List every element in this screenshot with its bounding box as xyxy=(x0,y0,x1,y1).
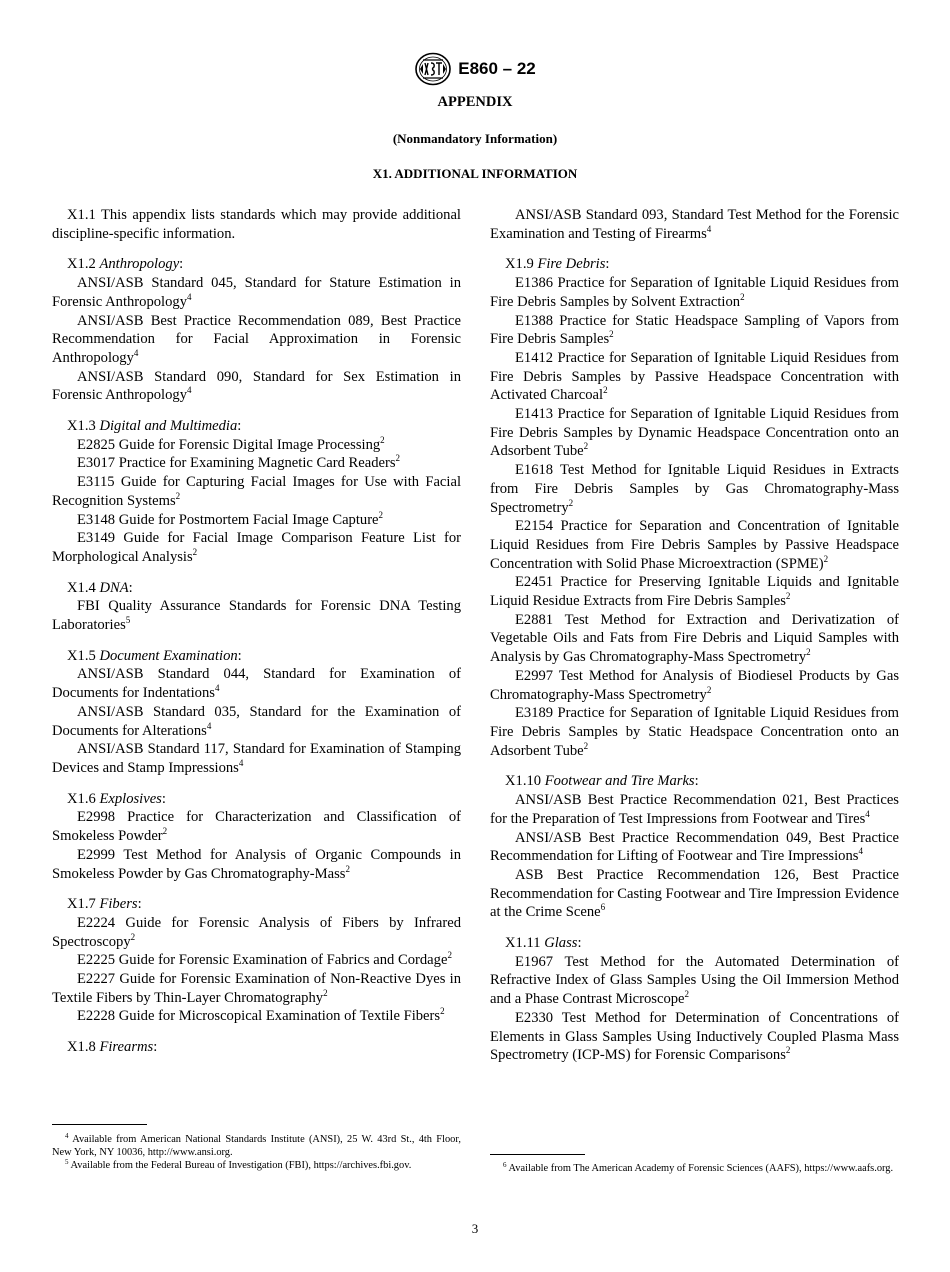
footnote-ref: 2 xyxy=(175,490,181,501)
standard-title: E1967 Test Method for the Automated Determination of Refractive Index of Glass Samples Using the Oil Immersion Method and a Phase Contrast Microscope xyxy=(490,953,899,1008)
intro-paragraph: X1.1 This appendix lists standards which may provide additional discipline-specific information. xyxy=(52,207,461,242)
page-header xyxy=(0,52,950,91)
right-column xyxy=(490,206,899,1077)
section-number: X1.6 xyxy=(67,790,96,807)
section-topic: Glass xyxy=(544,935,578,952)
standard-entry xyxy=(52,529,461,566)
section-topic: Anthropology xyxy=(99,256,180,273)
section-topic: Document Examination xyxy=(99,647,238,664)
section-number: X1.10 xyxy=(505,773,542,790)
standard-entry xyxy=(52,665,461,702)
section-number: X1.2 xyxy=(67,256,96,273)
section-topic: Firearms xyxy=(99,1039,154,1056)
footnote-ref: 2 xyxy=(785,1045,791,1056)
standard-title: E2154 Practice for Separation and Concentration of Ignitable Liquid Residues from Fire Debris Samples by Passive Headspace Concentration with Solid Phase Microextraction (SPME) xyxy=(490,518,899,572)
section-title: X1. ADDITIONAL INFORMATION xyxy=(372,166,578,181)
standard-entry xyxy=(52,740,461,777)
standard-entry xyxy=(52,1007,461,1026)
standard-title: E3189 Practice for Separation of Ignitable Liquid Residues from Fire Debris Samples by Static Headspace Concentration onto an Adsorbent Tube xyxy=(490,705,899,759)
standard-title: ANSI/ASB Standard 044, Standard for Examination of Documents for Indentations xyxy=(52,666,461,702)
standard-entry xyxy=(490,704,899,760)
footnote-ref: 2 xyxy=(395,453,401,464)
footnote-ref: 2 xyxy=(583,441,589,452)
standard-entry xyxy=(52,274,461,311)
standard-entry xyxy=(490,829,899,866)
footnote-ref: 4 xyxy=(133,347,139,358)
section-number: X1.8 xyxy=(67,1039,96,1056)
appendix-section xyxy=(52,255,461,405)
standard-title: ASB Best Practice Recommendation 126, Best Practice Recommendation for Casting Footwear and Tire Impression Evidence at the Crime Scene xyxy=(490,866,899,921)
standard-entry xyxy=(52,703,461,740)
footnote-text: Available from the Federal Bureau of Investigation (FBI), https://archives.fbi.gov. xyxy=(70,1160,412,1172)
standard-title: E2330 Test Method for Determination of Concentrations of Elements in Glass Samples Using Inductively Coupled Plasma Mass Spectrometry (ICP-MS) for Forensic Comparisons xyxy=(490,1009,899,1064)
section-heading: X1.5 Document Examination: xyxy=(67,647,242,664)
standard-title: E1386 Practice for Separation of Ignitable Liquid Residues from Fire Debris Samples by Solvent Extraction xyxy=(490,275,899,310)
standard-entry xyxy=(52,368,461,405)
footnote-ref: 2 xyxy=(192,546,198,557)
standard-entry xyxy=(490,461,899,517)
appendix-section xyxy=(490,255,899,760)
standard-title: E2228 Guide for Microscopical Examination of Textile Fibers xyxy=(77,1008,441,1025)
section-number: X1.9 xyxy=(505,256,534,273)
footnote-ref: 2 xyxy=(162,826,168,837)
standard-title: E3148 Guide for Postmortem Facial Image Capture xyxy=(77,511,379,528)
standard-title: E1413 Practice for Separation of Ignitable Liquid Residues from Fire Debris Samples by Dynamic Headspace Concentration onto an Adsorbent Tube xyxy=(490,406,899,460)
standard-title: ANSI/ASB Standard 035, Standard for the Examination of Documents for Alterations xyxy=(52,703,461,739)
standard-title: E2227 Guide for Forensic Examination of Non-Reactive Dyes in Textile Fibers by Thin-Layer Chromatography xyxy=(52,971,461,1006)
footnote-ref: 4 xyxy=(238,757,244,768)
standard-title: E1388 Practice for Static Headspace Sampling of Vapors from Fire Debris Samples xyxy=(490,312,899,348)
section-topic: Fire Debris xyxy=(537,256,606,273)
standard-title: E3115 Guide for Capturing Facial Images for Use with Facial Recognition Systems xyxy=(52,474,461,509)
footnote-number: 4 xyxy=(65,1132,69,1140)
standard-title: E2997 Test Method for Analysis of Biodiesel Products by Gas Chromatography-Mass Spectrometry xyxy=(490,667,899,703)
section-topic: Fibers xyxy=(99,896,138,913)
footnote-ref: 2 xyxy=(447,950,452,961)
footnote xyxy=(52,1133,461,1159)
footnote xyxy=(490,1162,899,1175)
standard-entry xyxy=(490,611,899,667)
standard-entry xyxy=(490,206,899,243)
standard-entry xyxy=(490,405,899,461)
right-section-list xyxy=(490,206,899,1065)
standard-title: E2999 Test Method for Analysis of Organic Compounds in Smokeless Powder by Gas Chromatography-Mass xyxy=(52,846,461,882)
footnote-ref: 4 xyxy=(858,846,863,857)
footnote-rule-left xyxy=(52,1124,147,1125)
section-heading: X1.3 Digital and Multimedia: xyxy=(67,418,242,435)
section-topic: DNA xyxy=(99,579,129,596)
standard-title: E2224 Guide for Forensic Analysis of Fibers by Infrared Spectroscopy xyxy=(52,914,461,950)
standard-entry xyxy=(490,517,899,573)
footnote-ref: 6 xyxy=(600,902,606,913)
footnotes-right xyxy=(490,1162,899,1175)
standard-entry xyxy=(490,312,899,349)
standard-title: E2825 Guide for Forensic Digital Image Processing xyxy=(77,436,381,453)
section-number: X1.5 xyxy=(67,647,96,664)
footnote-ref: 4 xyxy=(214,683,220,694)
footnotes-left xyxy=(52,1133,461,1173)
footnote-text: Available from American National Standards Institute (ANSI), 25 W. 43rd St., 4th Floor, New York, NY 10036, http://www.ansi.org. xyxy=(52,1134,461,1159)
appendix-section xyxy=(52,1038,461,1057)
standard-entry xyxy=(52,808,461,845)
footnote-number: 6 xyxy=(503,1161,507,1169)
standard-title: ANSI/ASB Standard 093, Standard Test Method for the Forensic Examination and Testing of Firearms xyxy=(490,207,899,242)
section-heading: X1.6 Explosives: xyxy=(67,790,166,807)
footnote-ref: 2 xyxy=(706,684,712,695)
astm-logo-icon xyxy=(414,52,452,86)
standard-title: ANSI/ASB Best Practice Recommendation 021, Best Practices for the Preparation of Test Impressions from Footwear and Tires xyxy=(490,792,899,827)
footnote-ref: 4 xyxy=(706,223,712,234)
standard-entry xyxy=(490,1009,899,1065)
standard-title: FBI Quality Assurance Standards for Forensic DNA Testing Laboratories xyxy=(52,598,461,634)
standard-entry xyxy=(490,573,899,610)
footnote-ref: 2 xyxy=(609,329,614,340)
footnote-ref: 5 xyxy=(125,615,131,626)
footnote-ref: 4 xyxy=(865,808,870,819)
left-column xyxy=(52,206,461,1069)
section-number: X1.7 xyxy=(67,896,96,913)
appendix-section xyxy=(52,579,461,635)
footnote-ref: 2 xyxy=(380,434,385,445)
appendix-section xyxy=(490,934,899,1065)
standard-entry xyxy=(52,454,461,473)
footnote-ref: 4 xyxy=(206,720,212,731)
section-heading: X1.11 Glass: xyxy=(505,935,582,952)
nonmandatory-subtitle: (Nonmandatory Information) xyxy=(392,131,558,146)
section-heading: X1.8 Firearms: xyxy=(67,1039,158,1056)
appendix-title: APPENDIX xyxy=(437,94,513,110)
standard-entry xyxy=(52,312,461,368)
appendix-section xyxy=(490,206,899,243)
footnote-ref: 2 xyxy=(823,553,829,564)
standard-title: ANSI/ASB Best Practice Recommendation 049, Best Practice Recommendation for Lifting of Footwear and Tire Impressions xyxy=(490,829,899,865)
section-number: X1.4 xyxy=(67,579,96,596)
section-heading: X1.10 Footwear and Tire Marks: xyxy=(505,773,699,790)
footnote-ref: 2 xyxy=(806,647,811,658)
standard-entry xyxy=(490,791,899,828)
standard-title: ANSI/ASB Standard 045, Standard for Stature Estimation in Forensic Anthropology xyxy=(52,275,461,310)
footnote-ref: 2 xyxy=(583,740,589,751)
standard-entry xyxy=(490,274,899,311)
footnote-ref: 2 xyxy=(603,385,608,396)
footnote-text: Available from The American Academy of Forensic Sciences (AAFS), https://www.aafs.org. xyxy=(508,1163,894,1174)
footnote xyxy=(52,1159,461,1172)
footnote-ref: 2 xyxy=(785,591,791,602)
footnote-ref: 2 xyxy=(323,987,328,998)
footnote-ref: 2 xyxy=(378,509,384,520)
standard-entry xyxy=(52,914,461,951)
standard-title: ANSI/ASB Standard 090, Standard for Sex Estimation in Forensic Anthropology xyxy=(52,368,461,404)
page-number: 3 xyxy=(471,1221,479,1236)
appendix-section xyxy=(52,790,461,884)
appendix-section xyxy=(490,772,899,922)
standard-title: E2225 Guide for Forensic Examination of Fabrics and Cordage xyxy=(77,952,448,969)
standard-entry xyxy=(490,349,899,405)
section-heading: X1.7 Fibers: xyxy=(67,896,142,913)
standard-entry xyxy=(52,951,461,970)
standard-title: E3017 Practice for Examining Magnetic Card Readers xyxy=(77,455,396,472)
appendix-section xyxy=(52,417,461,567)
footnote-number: 5 xyxy=(65,1158,69,1167)
standard-entry xyxy=(52,511,461,530)
standard-entry xyxy=(52,970,461,1007)
standard-title: E2881 Test Method for Extraction and Derivatization of Vegetable Oils and Fats from Fire Debris and Liquid Samples with Analysis by Gas Chromatography-Mass Spectrometry xyxy=(490,611,899,666)
appendix-section xyxy=(52,895,461,1026)
standard-title: E3149 Guide for Facial Image Comparison Feature List for Morphological Analysis xyxy=(52,530,461,565)
left-section-list xyxy=(52,255,461,1056)
footnote-ref: 2 xyxy=(345,863,350,874)
standard-entry xyxy=(52,597,461,634)
section-heading: X1.4 DNA: xyxy=(67,579,133,596)
section-number: X1.3 xyxy=(67,418,96,435)
section-heading: X1.2 Anthropology: xyxy=(67,256,184,273)
footnote-ref: 2 xyxy=(740,291,745,302)
footnote-ref: 2 xyxy=(568,497,574,508)
footnote-ref: 4 xyxy=(187,385,192,396)
standard-entry xyxy=(52,473,461,510)
appendix-section xyxy=(52,647,461,778)
standard-entry xyxy=(490,667,899,704)
section-topic: Explosives xyxy=(99,790,162,807)
footnote-ref: 2 xyxy=(440,1006,445,1017)
standard-title: ANSI/ASB Best Practice Recommendation 089, Best Practice Recommendation for Facial Approximation in Forensic Anthropology xyxy=(52,312,461,366)
standard-entry xyxy=(490,953,899,1009)
footnote-ref: 4 xyxy=(187,291,192,302)
footnote-rule-right xyxy=(490,1154,585,1155)
standard-entry xyxy=(52,436,461,455)
footnote-ref: 2 xyxy=(684,989,690,1000)
standard-title: ANSI/ASB Standard 117, Standard for Examination of Stamping Devices and Stamp Impressions xyxy=(52,741,461,776)
section-heading: X1.9 Fire Debris: xyxy=(505,256,610,273)
section-topic: Digital and Multimedia xyxy=(99,418,238,435)
standard-entry xyxy=(490,866,899,922)
standard-title: E1412 Practice for Separation of Ignitable Liquid Residues from Fire Debris Samples by Passive Headspace Concentration with Activated Charcoal xyxy=(490,349,899,404)
standard-title: E2998 Practice for Characterization and Classification of Smokeless Powder xyxy=(52,809,461,845)
standard-title: E1618 Test Method for Ignitable Liquid Residues in Extracts from Fire Debris Samples by Gas Chromatography-Mass Spectrometry xyxy=(490,462,899,516)
standard-title: E2451 Practice for Preserving Ignitable Liquids and Ignitable Liquid Residue Extracts from Fire Debris Samples xyxy=(490,574,899,610)
document-designation: E860 – 22 xyxy=(458,59,536,78)
standard-entry xyxy=(52,846,461,883)
footnote-ref: 2 xyxy=(130,931,136,942)
section-number: X1.11 xyxy=(505,935,541,952)
section-topic: Footwear and Tire Marks xyxy=(544,773,695,790)
